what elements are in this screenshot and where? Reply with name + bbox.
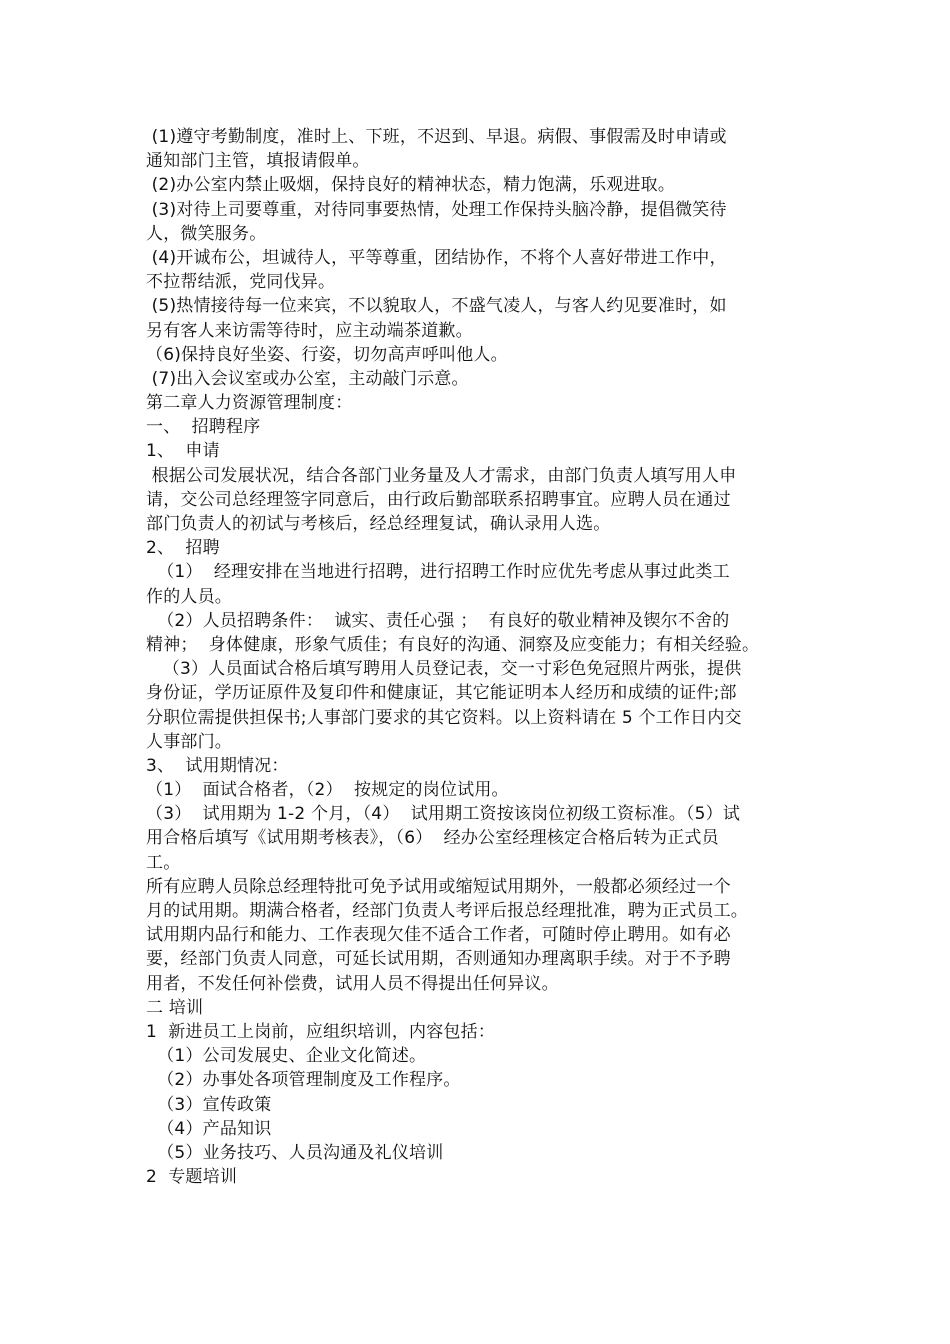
text-line: 通知部门主管，填报请假单。	[146, 151, 370, 172]
text-line: （1） 面试合格者，（2） 按规定的岗位试用。	[146, 780, 509, 801]
text-line: 精神； 身体健康，形象气质佳；有良好的沟通、洞察及应变能力；有相关经验。	[146, 634, 760, 655]
text-line: 1 新进员工上岗前，应组织培训，内容包括：	[146, 1021, 496, 1042]
text-line: （1） 经理安排在当地进行招聘，进行招聘工作时应优先考虑从事过此类工	[146, 562, 730, 583]
text-line: 月的试用期。期满合格者，经部门负责人考评后报总经理批准，聘为正式员工。	[146, 901, 748, 921]
text-line: 请，交公司总经理签字同意后，由行政后勤部联系招聘事宜。应聘人员在通过	[146, 489, 731, 510]
text-line: (5)热情接待每一位来宾，不以貌取人，不盛气凌人，与客人约见要准时，如	[146, 296, 727, 317]
document-body	[146, 125, 826, 1189]
list-item: （4）产品知识	[146, 1118, 272, 1139]
subsection-heading: 2、 招聘	[146, 538, 220, 559]
subsection-heading: 3、 试用期情况：	[146, 755, 289, 776]
list-item: （1）公司发展史、企业文化简述。	[146, 1046, 427, 1067]
text-line: 人，微笑服务。	[146, 223, 267, 244]
text-line: 身份证，学历证原件及复印件和健康证，其它能证明本人经历和成绩的证件;部	[146, 683, 737, 704]
text-line: (2)办公室内禁止吸烟，保持良好的精神状态，精力饱满，乐观进取。	[146, 175, 676, 196]
text-line: （6)保持良好坐姿、行姿，切勿高声呼叫他人。	[146, 344, 508, 365]
subsection-heading: 2 专题培训	[146, 1167, 238, 1188]
text-line: (7)出入会议室或办公室，主动敲门示意。	[146, 368, 469, 389]
text-line: (4)开诚布公，坦诚待人，平等尊重，团结协作，不将个人喜好带进工作中，	[146, 247, 727, 268]
text-line: 分职位需提供担保书;人事部门要求的其它资料。以上资料请在 5 个工作日内交	[146, 707, 742, 728]
list-item: （3）宣传政策	[146, 1094, 272, 1115]
text-line: (1)遵守考勤制度，准时上、下班，不迟到、早退。病假、事假需及时申请或	[146, 127, 727, 147]
text-line: 不拉帮结派，党同伐异。	[146, 272, 336, 293]
section-heading: 二 培训	[146, 997, 204, 1018]
chapter-heading: 第二章人力资源管理制度：	[146, 393, 353, 414]
text-line: 用合格后填写《试用期考核表》，（6） 经办公室经理核定合格后转为正式员	[146, 828, 719, 849]
text-line: 部门负责人的初试与考核后，经总经理复试，确认录用人选。	[146, 514, 611, 534]
text-line: 作的人员。	[146, 586, 232, 607]
section-heading: 一、 招聘程序	[146, 417, 261, 438]
text-line: 人事部门。	[146, 731, 232, 752]
subsection-heading: 1、 申请	[146, 441, 220, 462]
text-line: 工。	[146, 852, 181, 873]
list-item: （5）业务技巧、人员沟通及礼仪培训	[146, 1142, 444, 1163]
text-line: 试用期内品行和能力、工作表现欠佳不适合工作者，可随时停止聘用。如有必	[146, 925, 731, 946]
text-line: 用者，不发任何补偿费，试用人员不得提出任何异议。	[146, 973, 559, 994]
text-line: （2）人员招聘条件： 诚实、责任心强 ； 有良好的敬业精神及锲尔不舍的	[146, 610, 730, 631]
text-line: 根据公司发展状况，结合各部门业务量及人才需求，由部门负责人填写用人申	[146, 465, 737, 486]
list-item: （2）办事处各项管理制度及工作程序。	[146, 1070, 461, 1091]
text-line: 所有应聘人员除总经理特批可免予试用或缩短试用期外，一般都必须经过一个	[146, 876, 731, 897]
text-line: 要，经部门负责人同意，可延长试用期，否则通知办理离职手续。对于不予聘	[146, 949, 731, 970]
text-line: （3）人员面试合格后填写聘用人员登记表，交一寸彩色免冠照片两张，提供	[146, 659, 742, 680]
text-line: （3） 试用期为 1-2 个月，（4） 试用期工资按该岗位初级工资标准。（5）试	[146, 804, 741, 825]
text-line: 另有客人来访需等待时，应主动端茶道歉。	[146, 320, 473, 341]
text-line: (3)对待上司要尊重，对待同事要热情，处理工作保持头脑冷静，提倡微笑待	[146, 199, 727, 220]
